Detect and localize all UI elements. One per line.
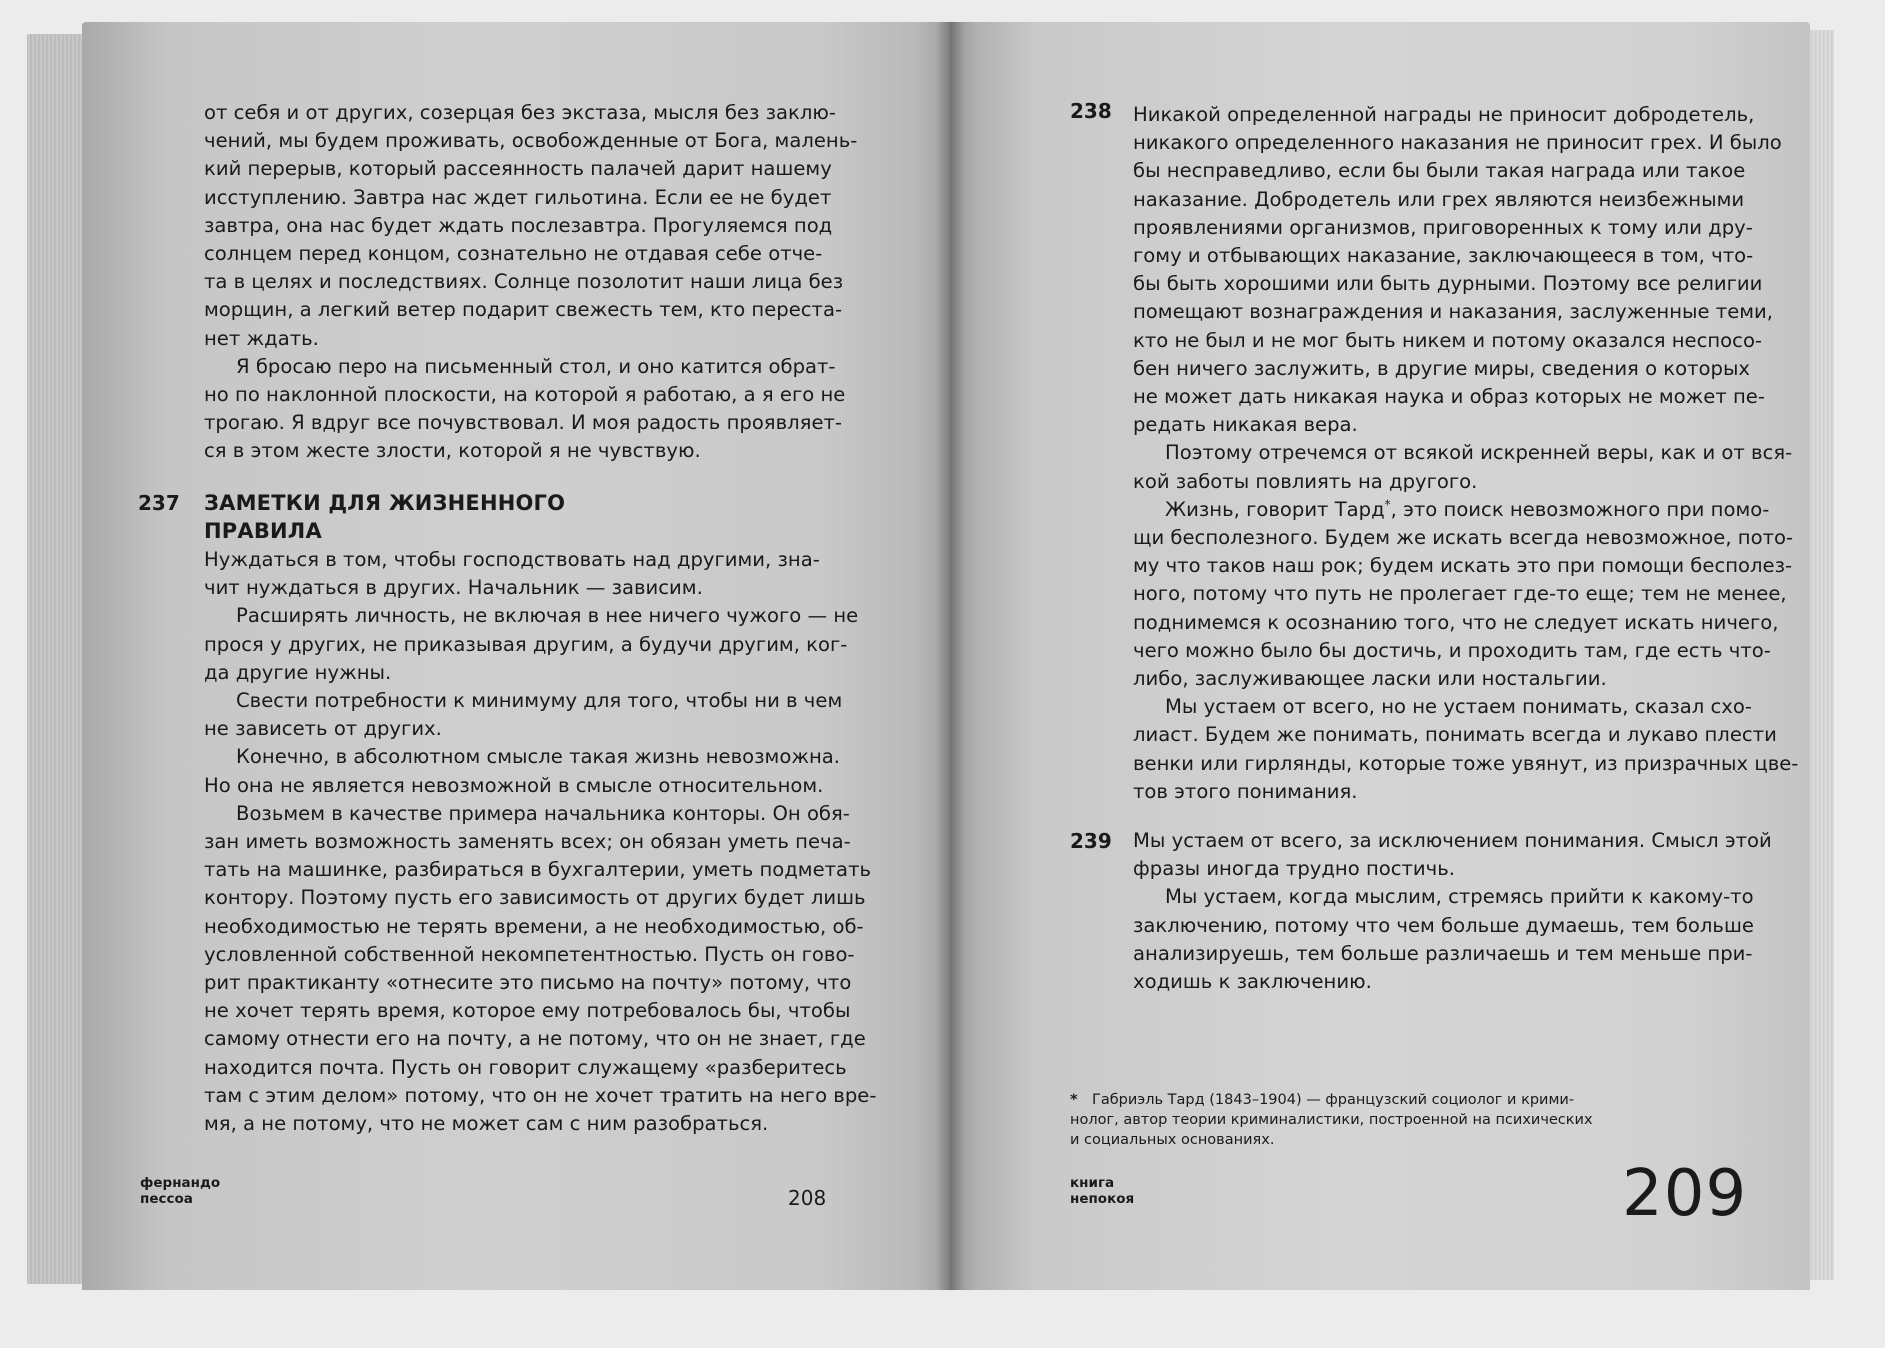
section-number-238: 238: [1070, 99, 1112, 123]
footnote-marker: *: [1384, 497, 1391, 512]
text-line: наказание. Добродетель или грех являются неизбежными: [1133, 187, 1745, 211]
text-line: бен ничего заслужить, в другие миры, сведения о которых: [1133, 356, 1751, 380]
text-line: чений, мы будем проживать, освобожденные от Бога, малень-: [204, 129, 858, 153]
text-line: ходишь к заключению.: [1133, 970, 1372, 994]
section-number-239: 239: [1070, 829, 1112, 853]
text-line: но по наклонной плоскости, на которой я работаю, а я его не: [204, 383, 846, 407]
text-line: там с этим делом» потому, что он не хочет тратить на него вре-: [204, 1083, 877, 1107]
text-line: прося у других, не приказывая другим, а будучи другим, ког-: [204, 632, 848, 656]
section-237-body: [204, 546, 876, 1138]
text-line: чего можно было бы достичь, и проходить там, где есть что-: [1133, 638, 1771, 662]
text-line: кой заботы повлиять на другого.: [1133, 469, 1478, 493]
text-line: Конечно, в абсолютном смысле такая жизнь невозможна.: [236, 745, 841, 769]
running-footer-title: [1070, 1175, 1134, 1207]
text-line: Никакой определенной награды не приносит добродетель,: [1133, 103, 1755, 126]
section-title-line-2: ПРАВИЛА: [204, 519, 322, 543]
text-line: необходимостью не терять времени, а не необходимостью, об-: [204, 914, 864, 938]
footnote-line: и социальных основаниях.: [1070, 1132, 1275, 1148]
right-page: [950, 22, 1810, 1290]
text-line: кий перерыв, который рассеянность палачей дарит нашему: [204, 157, 832, 181]
left-page: [82, 22, 952, 1290]
footnote-star: *: [1070, 1092, 1078, 1108]
text-line: ного, потому что путь не пролегает где-то еще; тем не менее,: [1133, 582, 1787, 606]
text-line: трогаю. Я вдруг все почувствовал. И моя радость проявляет-: [204, 411, 842, 435]
text-line: Я бросаю перо на письменный стол, и оно катится обрат-: [236, 354, 836, 378]
footnote: [1070, 1090, 1593, 1150]
text-line: редать никакая вера.: [1133, 413, 1358, 437]
text-line: чит нуждаться в других. Начальник — зависим.: [204, 576, 703, 600]
running-footer-author: [140, 1175, 220, 1207]
text-line: контору. Поэтому пусть его зависимость от других будет лишь: [204, 886, 866, 910]
text-line: Мы устаем от всего, за исключением понимания. Смысл этой: [1133, 829, 1772, 852]
text-line: морщин, а легкий ветер подарит свежесть тем, кто переста-: [204, 298, 843, 322]
text-line: заключению, потому что чем больше думаешь, тем больше: [1133, 913, 1754, 937]
text-line: му что таков наш рок; будем искать это при помощи бесполез-: [1133, 554, 1793, 578]
text-line: тов этого понимания.: [1133, 779, 1358, 803]
text-line: венки или гирлянды, которые тоже увянут, из призрачных цве-: [1133, 751, 1799, 775]
text-line: нет ждать.: [204, 326, 319, 350]
section-239-body: [1133, 827, 1772, 996]
author-first-name: фернандо: [140, 1175, 221, 1191]
text-line: бы быть хорошими или быть дурными. Поэтому все религии: [1133, 272, 1763, 296]
text-line: Свести потребности к минимуму для того, чтобы ни в чем: [236, 689, 843, 713]
text-line: Нуждаться в том, чтобы господствовать над другими, зна-: [204, 548, 820, 571]
text-line: не хочет терять время, которое ему потребовалось бы, чтобы: [204, 999, 851, 1023]
text-line: Возьмем в качестве примера начальника конторы. Он обя-: [236, 801, 850, 825]
tarde-line-end: , это поиск невозможного при помо-: [1390, 497, 1770, 521]
left-page-body-top: [204, 99, 857, 466]
text-line: гому и отбывающих наказание, заключающееся в том, что-: [1133, 244, 1754, 268]
text-line: фразы иногда трудно постичь.: [1133, 857, 1456, 881]
text-line: от себя и от других, созерцая без экстаза, мысля без заклю-: [204, 101, 836, 124]
text-line: находится почта. Пусть он говорит служащему «разберитесь: [204, 1055, 847, 1079]
text-line: та в целях и последствиях. Солнце позолотит наши лица без: [204, 270, 844, 294]
text-line: исступлению. Завтра нас ждет гильотина. Если ее не будет: [204, 185, 832, 209]
book-title-line-2: непокоя: [1070, 1191, 1135, 1207]
footnote-line: * Габриэль Тард (1843–1904) — французский социолог и крими-: [1070, 1092, 1575, 1108]
book-gutter: [936, 22, 964, 1290]
text-line: Но она не является невозможной в смысле относительном.: [204, 773, 824, 797]
page-number-right: 209: [1622, 1157, 1748, 1231]
text-line: завтра, она нас будет ждать послезавтра. Прогуляемся под: [204, 213, 833, 237]
page-edges-left: [27, 34, 89, 1284]
text-line: анализируешь, тем больше различаешь и тем меньше при-: [1133, 941, 1753, 965]
text-line: никакого определенного наказания не приносит грех. И было: [1133, 131, 1782, 155]
text-line: Поэтому отречемся от всякой искренней веры, как и от вся-: [1165, 441, 1793, 465]
text-line: помещают вознаграждения и наказания, заслуженные теми,: [1133, 300, 1774, 324]
text-line: лиаст. Будем же понимать, понимать всегда и лукаво плести: [1133, 723, 1777, 747]
text-line: ся в этом жесте злости, которой я не чувствую.: [204, 439, 701, 463]
text-line: поднимемся к осознанию того, что не следует искать ничего,: [1133, 610, 1779, 634]
text-line: не зависеть от других.: [204, 717, 442, 741]
tarde-line-start: Жизнь, говорит Тард: [1165, 497, 1385, 521]
text-line: бы несправедливо, если бы были такая награда или такое: [1133, 159, 1746, 183]
text-line: Мы устаем от всего, но не устаем понимать, сказал схо-: [1165, 695, 1752, 719]
text-line: не может дать никакая наука и образ которых не может пе-: [1133, 385, 1765, 409]
text-line: самому отнести его на почту, а не потому, что он не знает, где: [204, 1027, 866, 1051]
text-line: проявлениями организмов, приговоренных к тому или дру-: [1133, 215, 1753, 239]
text-line: Мы устаем, когда мыслим, стремясь прийти к какому-то: [1165, 885, 1754, 909]
text-line: зан иметь возможность заменять всех; он обязан уметь печа-: [204, 830, 851, 854]
section-title-237: [204, 489, 565, 545]
section-title-line-1: ЗАМЕТКИ ДЛЯ ЖИЗНЕННОГО: [204, 491, 566, 515]
text-line: да другие нужны.: [204, 660, 392, 684]
text-line: солнцем перед концом, сознательно не отдавая себе отче-: [204, 242, 823, 266]
text-line: рит практиканту «отнесите это письмо на почту» потому, что: [204, 971, 852, 995]
section-238-body: [1133, 101, 1798, 806]
text-line: тать на машинке, разбираться в бухгалтерии, уметь подметать: [204, 858, 872, 882]
text-line: либо, заслуживающее ласки или ностальгии.: [1133, 667, 1607, 691]
page-number-left: 208: [788, 1186, 827, 1210]
book-title-line-1: книга: [1070, 1175, 1115, 1191]
footnote-line: нолог, автор теории криминалистики, построенной на психических: [1070, 1112, 1593, 1128]
text-line: щи бесполезного. Будем же искать всегда невозможное, пото-: [1133, 526, 1794, 550]
text-line: Расширять личность, не включая в нее ничего чужого — не: [236, 604, 859, 628]
section-number-237: 237: [138, 491, 180, 515]
author-last-name: пессоа: [140, 1191, 193, 1207]
text-line: кто не был и не мог быть никем и потому оказался неспосо-: [1133, 328, 1762, 352]
text-line: мя, а не потому, что не может сам с ним разобраться.: [204, 1112, 769, 1136]
text-line: условленной собственной некомпетентностью. Пусть он гово-: [204, 942, 855, 966]
text-line: [1133, 496, 1798, 524]
